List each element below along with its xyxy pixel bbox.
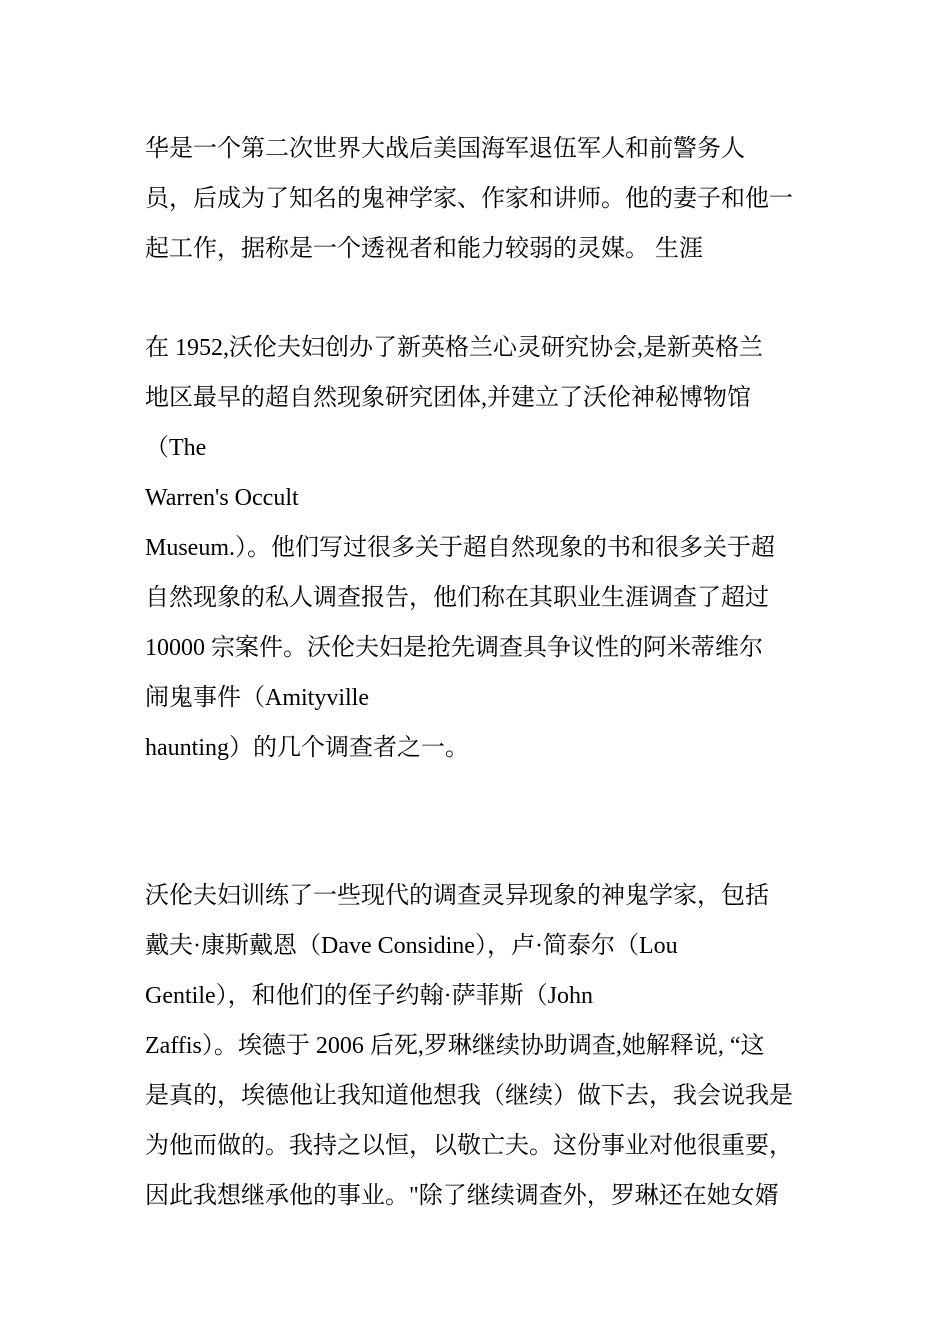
- paragraph-2-line-6: 自然现象的私人调查报告，他们称在其职业生涯调查了超过: [145, 585, 769, 611]
- paragraph-3-line-3: Gentile），和他们的侄子约翰·萨菲斯（John: [145, 983, 593, 1009]
- paragraph-2-line-5: Museum.）。他们写过很多关于超自然现象的书和很多关于超: [145, 535, 775, 561]
- paragraph-3-line-1: 沃伦夫妇训练了一些现代的调查灵异现象的神鬼学家，包括: [145, 883, 769, 909]
- paragraph-2-line-1: 在 1952,沃伦夫妇创办了新英格兰心灵研究协会,是新英格兰: [145, 335, 763, 361]
- paragraph-3-line-6: 为他而做的。我持之以恒，以敬亡夫。这份事业对他很重要，: [145, 1133, 793, 1159]
- paragraph-3-line-5: 是真的，埃德他让我知道他想我（继续）做下去，我会说我是: [145, 1083, 793, 1109]
- paragraph-2-line-7: 10000 宗案件。沃伦夫妇是抢先调查具争议性的阿米蒂维尔: [145, 635, 763, 661]
- paragraph-3-line-7: 因此我想继承他的事业。"除了继续调查外，罗琳还在她女婿: [145, 1183, 779, 1209]
- paragraph-2-line-9: haunting）的几个调查者之一。: [145, 735, 469, 761]
- paragraph-3-line-4: Zaffis）。埃德于 2006 后死,罗琳继续协助调查,她解释说, “这: [145, 1033, 765, 1059]
- paragraph-1-line-1: 华是一个第二次世界大战后美国海军退伍军人和前警务人: [145, 136, 745, 162]
- paragraph-1-line-2: 员，后成为了知名的鬼神学家、作家和讲师。他的妻子和他一: [145, 186, 793, 212]
- paragraph-2-line-4: Warren's Occult: [145, 485, 299, 511]
- paragraph-2-line-2: 地区最早的超自然现象研究团体,并建立了沃伦神秘博物馆: [145, 385, 751, 411]
- paragraph-1-line-3: 起工作，据称是一个透视者和能力较弱的灵媒。 生涯: [145, 236, 703, 262]
- paragraph-2-line-3: （The: [145, 435, 207, 461]
- paragraph-3-line-2: 戴夫·康斯戴恩（Dave Considine），卢·简泰尔（Lou: [145, 933, 678, 959]
- paragraph-2-line-8: 闹鬼事件（Amityville: [145, 685, 369, 711]
